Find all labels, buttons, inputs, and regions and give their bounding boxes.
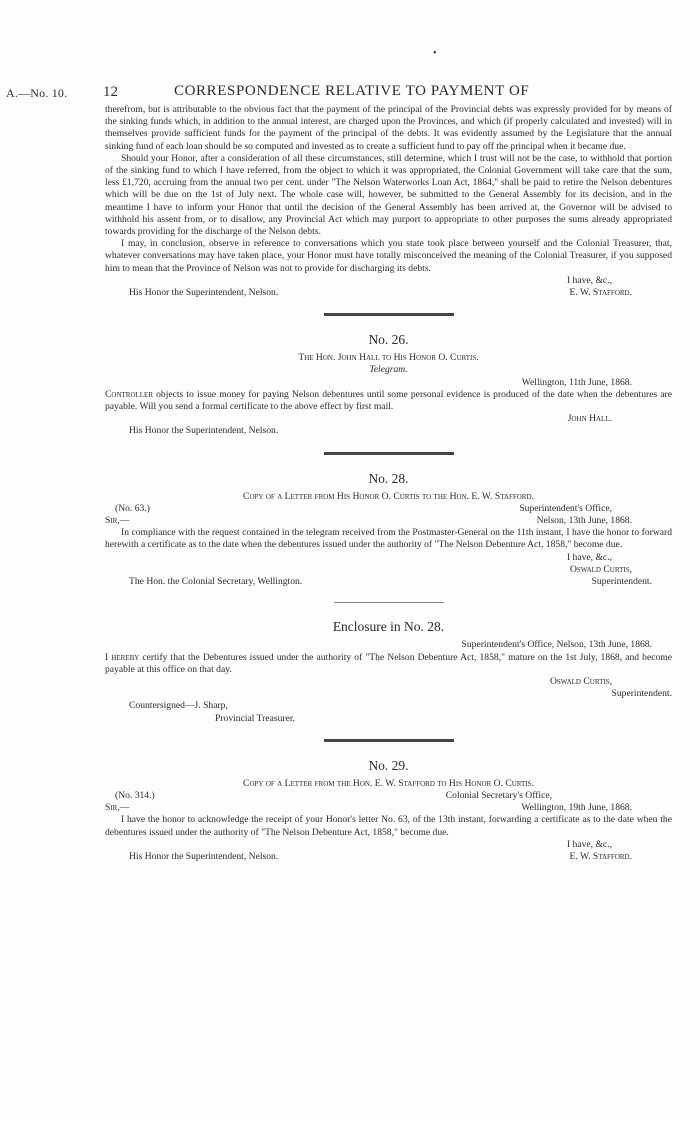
document-reference: A.—No. 10.	[6, 86, 68, 100]
office: Superintendent's Office,	[519, 502, 612, 514]
lead-word: I hereby	[105, 651, 140, 663]
page-content	[105, 104, 672, 863]
signature-title: Superintendent.	[591, 576, 652, 588]
addressee: The Hon. the Colonial Secretary, Wellington.	[129, 576, 303, 588]
signature: Oswald Curtis,	[549, 675, 612, 687]
closing: I have, &c.,	[566, 551, 612, 563]
salutation-row	[105, 802, 672, 814]
closing: I have, &c.,	[566, 274, 612, 286]
section-heading: No. 29.	[368, 757, 409, 773]
paragraph	[105, 389, 672, 413]
document-no-26	[105, 332, 672, 437]
paragraph: Should your Honor, after a consideration of all these circumstances, still determine, which I trust will not be the case, to withhold that portion of the sinking fund to which I have referred, from the object to which it was appropriated, the Colonial Government will take care that the sum, less £1,720, accruing from the annual two per cent. under "The Nelson Waterworks Loan Act, 1864," shall be paid to retire the Nelson debentures which will be due on the 1st of July next. The whole case will, however, be submitted to the General Assembly for its decision, and in the meantime I have to inform your Honor that until the decision of the General Assembly has been arrived at, the Governor will be advised to withhold his assent from, or to disallow, any Provincial Act which may purport to appropriate to other purposes the sums already appropriated towards providing for the discharge of the Nelson debts.	[105, 152, 672, 238]
section-divider	[324, 739, 454, 742]
signature: E. W. Stafford.	[569, 850, 632, 862]
paragraph-body: objects to issue money for paying Nelson debentures until some personal evidence is produced of the date when the debentures are payable. Will you send a formal certificate to the above effect by first mail.	[105, 388, 672, 413]
signature: John Hall.	[567, 413, 612, 425]
office: Colonial Secretary's Office,	[445, 789, 552, 801]
section-divider	[334, 602, 444, 603]
document-no-28	[105, 471, 672, 589]
section-subtitle: Copy of a Letter from the Hon. E. W. Stafford to His Honor O. Curtis.	[243, 777, 534, 789]
letter-continuation	[105, 104, 672, 299]
paragraph: I have the honor to acknowledge the receipt of your Honor's letter No. 63, of the 13th instant, forwarding a certificate as to the date when the debentures issued under the authority of "The Nelson Debenture Act, 1858," become due.	[105, 814, 672, 838]
countersignature: Countersigned—J. Sharp,	[129, 700, 228, 712]
paragraph: I may, in conclusion, observe in reference to conversations which you state took place between yourself and the Colonial Treasurer, that, whatever conversations may have taken place, your Honor must have totally misconceived the meaning of the Colonial Treasurer, if you supposed him to mean that the Province of Nelson was not to provide for discharging its debts.	[105, 238, 672, 274]
salutation-row	[105, 515, 672, 527]
document-no-29	[105, 758, 672, 863]
reference-row	[105, 503, 672, 515]
dateline: Superintendent's Office, Nelson, 13th June, 1868.	[461, 639, 652, 651]
dateline: Wellington, 11th June, 1868.	[521, 376, 632, 388]
addressee: His Honor the Superintendent, Nelson.	[129, 287, 279, 299]
reference-row	[105, 790, 672, 802]
page-mark: •	[433, 48, 437, 59]
section-subtitle: The Hon. John Hall to His Honor O. Curtis.	[298, 352, 479, 364]
paragraph: In compliance with the request contained in the telegram received from the Postmaster-General on the 11th instant, I have the honor to forward herewith a certificate as to the date when the debentures issued under the authority of "The Nelson Debenture Act, 1858," become due.	[105, 527, 672, 551]
countersignature-title: Provincial Treasurer.	[215, 712, 295, 724]
paragraph	[105, 652, 672, 676]
signature-title: Superintendent.	[611, 688, 672, 700]
section-heading: Enclosure in No. 28.	[332, 619, 445, 635]
addressee-signature-row	[105, 287, 672, 299]
addressee: His Honor the Superintendent, Nelson.	[129, 850, 279, 862]
lead-word: Controller	[105, 388, 154, 400]
section-divider	[324, 452, 454, 455]
signature: E. W. Stafford.	[569, 287, 632, 299]
salutation: Sir,—	[105, 802, 130, 814]
page-title: CORRESPONDENCE RELATIVE TO PAYMENT OF	[174, 83, 530, 99]
letter-reference: (No. 63.)	[115, 502, 150, 514]
addressee-title-row	[105, 576, 672, 588]
dateline: Wellington, 19th June, 1868.	[521, 802, 632, 814]
section-subtitle: Copy of a Letter from His Honor O. Curtis to the Hon. E. W. Stafford.	[243, 490, 534, 502]
dateline: Nelson, 13th June, 1868.	[536, 515, 632, 527]
addressee: His Honor the Superintendent, Nelson.	[129, 425, 279, 437]
paragraph: therefrom, but is attributable to the obvious fact that the payment of the principal of the Provincial debts was expressly provided for by means of the sinking funds which, in addition to the annual interest, are charged upon the Provinces, and which (if properly calculated and invested) will in themselves provide sufficient funds for the payment of the principal of the debts. It was evidently assumed by the Legislature that the annual sinking fund of each loan should be so computed and invested as to create a sufficient fund to pay off the principal when it became due.	[105, 104, 672, 152]
signature: Oswald Curtis,	[569, 563, 632, 575]
addressee-signature-row	[105, 851, 672, 863]
salutation: Sir,—	[105, 515, 130, 527]
section-heading: No. 26.	[368, 332, 409, 348]
section-heading: No. 28.	[368, 470, 409, 486]
closing: I have, &c.,	[566, 838, 612, 850]
page-number: 12	[103, 84, 118, 100]
telegram-label: Telegram.	[369, 364, 408, 376]
paragraph-body: certify that the Debentures issued under the authority of "The Nelson Debenture Act, 1858," mature on the 1st July, 1868, and become payable at this office on that day.	[105, 651, 673, 675]
enclosure-no-28	[105, 619, 672, 724]
section-divider	[324, 313, 454, 316]
letter-reference: (No. 314.)	[115, 789, 155, 801]
